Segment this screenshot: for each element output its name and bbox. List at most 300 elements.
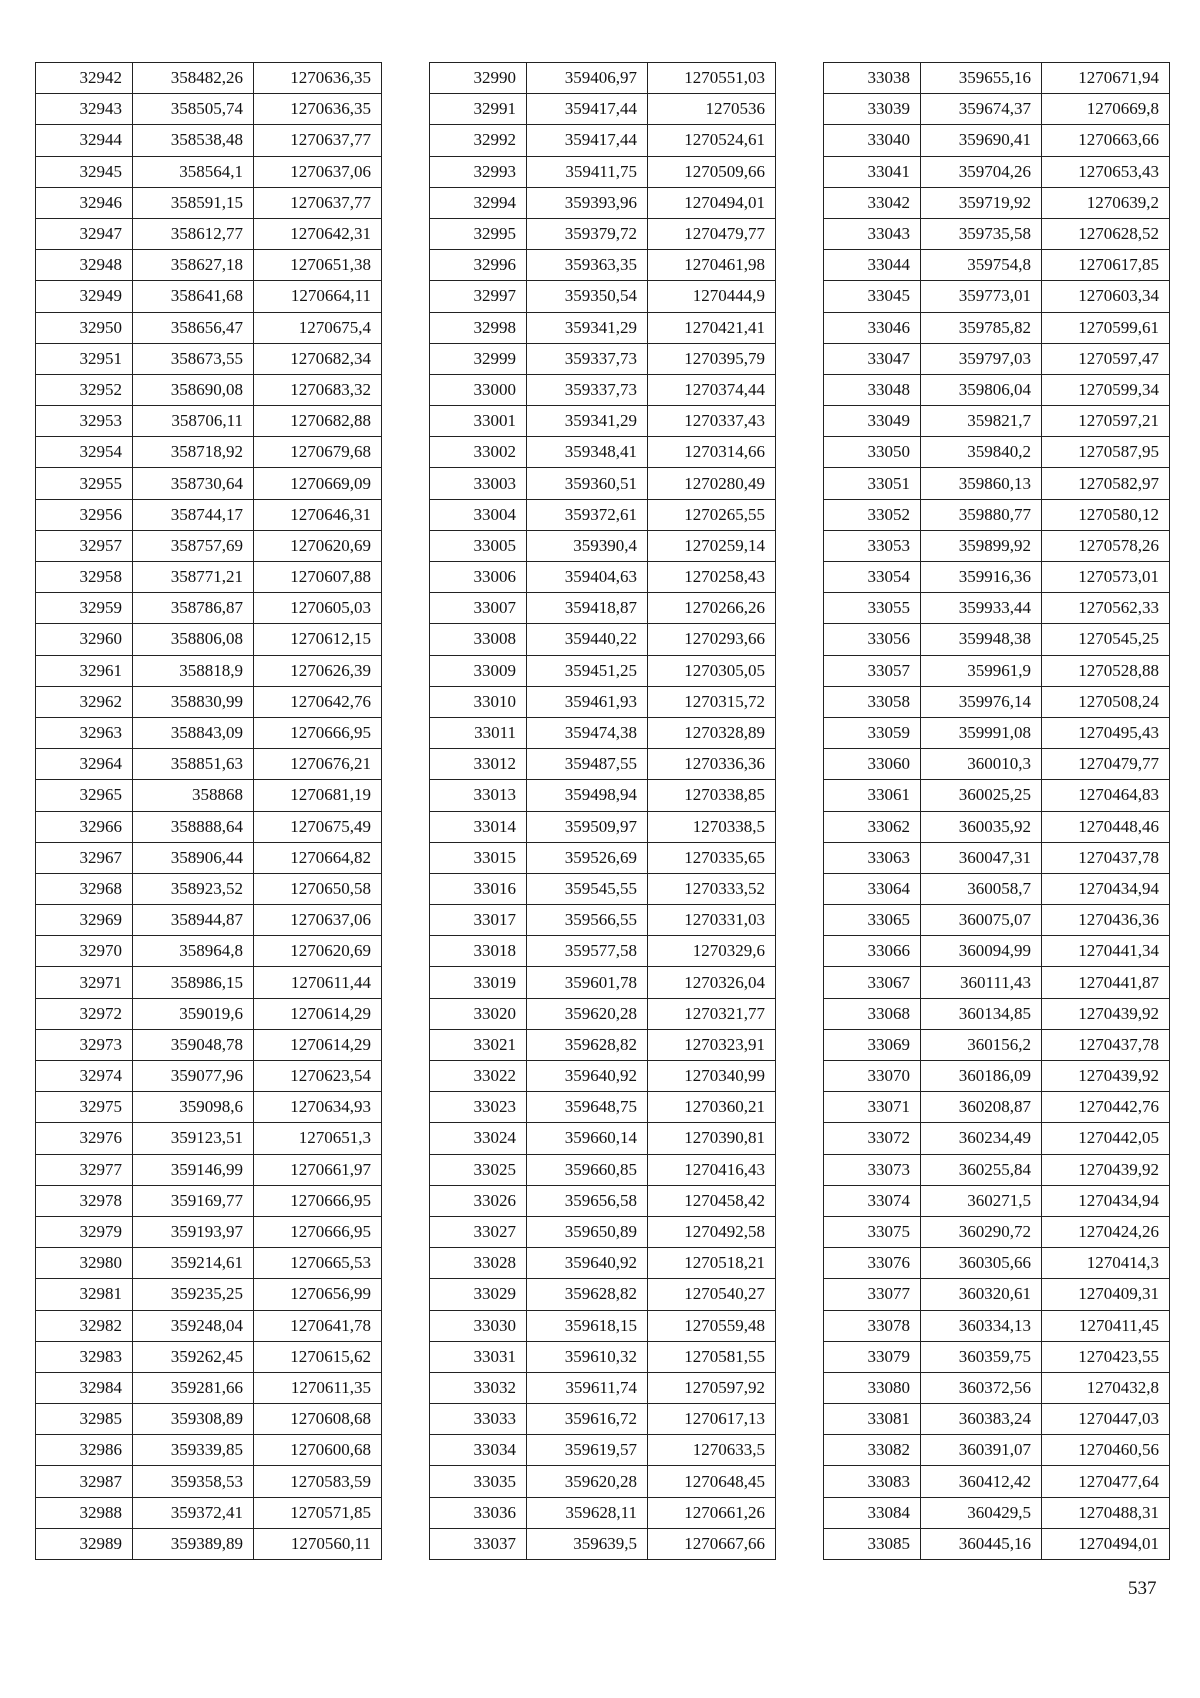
point-id-cell: 32995 (430, 218, 527, 249)
point-id-cell: 33049 (824, 406, 921, 437)
point-id-cell: 32983 (36, 1341, 133, 1372)
y-coordinate-cell: 1270580,12 (1042, 499, 1170, 530)
y-coordinate-cell: 1270411,45 (1042, 1310, 1170, 1341)
table-row (824, 1029, 1170, 1060)
table-row (430, 1341, 776, 1372)
y-coordinate-cell: 1270340,99 (648, 1061, 776, 1092)
table-row (36, 343, 382, 374)
point-id-cell: 32969 (36, 905, 133, 936)
table-row (36, 717, 382, 748)
point-id-cell: 32979 (36, 1216, 133, 1247)
table-row (824, 1092, 1170, 1123)
point-id-cell: 33015 (430, 842, 527, 873)
x-coordinate-cell: 359620,28 (527, 998, 648, 1029)
table-row (824, 281, 1170, 312)
point-id-cell: 33082 (824, 1435, 921, 1466)
point-id-cell: 32970 (36, 936, 133, 967)
x-coordinate-cell: 359640,92 (527, 1061, 648, 1092)
x-coordinate-cell: 359098,6 (133, 1092, 254, 1123)
x-coordinate-cell: 359146,99 (133, 1154, 254, 1185)
y-coordinate-cell: 1270437,78 (1042, 1029, 1170, 1060)
x-coordinate-cell: 359916,36 (921, 562, 1042, 593)
point-id-cell: 32962 (36, 686, 133, 717)
x-coordinate-cell: 359363,35 (527, 250, 648, 281)
table-row (430, 218, 776, 249)
table-row (36, 780, 382, 811)
point-id-cell: 32981 (36, 1279, 133, 1310)
table-row (824, 1372, 1170, 1403)
x-coordinate-cell: 359690,41 (921, 125, 1042, 156)
y-coordinate-cell: 1270623,54 (254, 1061, 382, 1092)
y-coordinate-cell: 1270637,06 (254, 905, 382, 936)
y-coordinate-cell: 1270603,34 (1042, 281, 1170, 312)
table-row (36, 1466, 382, 1497)
point-id-cell: 32976 (36, 1123, 133, 1154)
x-coordinate-cell: 359611,74 (527, 1372, 648, 1403)
point-id-cell: 33030 (430, 1310, 527, 1341)
point-id-cell: 33010 (430, 686, 527, 717)
table-row (430, 655, 776, 686)
y-coordinate-cell: 1270633,5 (648, 1435, 776, 1466)
table-row (36, 593, 382, 624)
x-coordinate-cell: 358591,15 (133, 187, 254, 218)
point-id-cell: 32988 (36, 1497, 133, 1528)
x-coordinate-cell: 359735,58 (921, 218, 1042, 249)
y-coordinate-cell: 1270447,03 (1042, 1404, 1170, 1435)
point-id-cell: 33033 (430, 1404, 527, 1435)
x-coordinate-cell: 359976,14 (921, 686, 1042, 717)
x-coordinate-cell: 359650,89 (527, 1216, 648, 1247)
table-row (36, 312, 382, 343)
y-coordinate-cell: 1270477,64 (1042, 1466, 1170, 1497)
x-coordinate-cell: 358964,8 (133, 936, 254, 967)
x-coordinate-cell: 359899,92 (921, 530, 1042, 561)
point-id-cell: 33063 (824, 842, 921, 873)
table-row (36, 468, 382, 499)
y-coordinate-cell: 1270545,25 (1042, 624, 1170, 655)
table-row (824, 1154, 1170, 1185)
y-coordinate-cell: 1270634,93 (254, 1092, 382, 1123)
x-coordinate-cell: 360383,24 (921, 1404, 1042, 1435)
point-id-cell: 33052 (824, 499, 921, 530)
y-coordinate-cell: 1270436,36 (1042, 905, 1170, 936)
table-row (824, 780, 1170, 811)
y-coordinate-cell: 1270651,3 (254, 1123, 382, 1154)
x-coordinate-cell: 359048,78 (133, 1029, 254, 1060)
y-coordinate-cell: 1270628,52 (1042, 218, 1170, 249)
y-coordinate-cell: 1270597,47 (1042, 343, 1170, 374)
y-coordinate-cell: 1270620,69 (254, 936, 382, 967)
y-coordinate-cell: 1270667,66 (648, 1528, 776, 1559)
y-coordinate-cell: 1270599,34 (1042, 374, 1170, 405)
point-id-cell: 33046 (824, 312, 921, 343)
x-coordinate-cell: 359451,25 (527, 655, 648, 686)
point-id-cell: 33006 (430, 562, 527, 593)
point-id-cell: 32956 (36, 499, 133, 530)
y-coordinate-cell: 1270338,5 (648, 811, 776, 842)
y-coordinate-cell: 1270636,35 (254, 94, 382, 125)
x-coordinate-cell: 359610,32 (527, 1341, 648, 1372)
table-row (36, 562, 382, 593)
table-row (36, 1061, 382, 1092)
table-row (824, 1497, 1170, 1528)
point-id-cell: 33008 (430, 624, 527, 655)
point-id-cell: 32998 (430, 312, 527, 343)
x-coordinate-cell: 359077,96 (133, 1061, 254, 1092)
coordinates-table-1 (35, 62, 382, 1560)
table-row (430, 281, 776, 312)
y-coordinate-cell: 1270650,58 (254, 873, 382, 904)
point-id-cell: 32968 (36, 873, 133, 904)
y-coordinate-cell: 1270335,65 (648, 842, 776, 873)
table-row (36, 1185, 382, 1216)
table-row (36, 1123, 382, 1154)
y-coordinate-cell: 1270675,4 (254, 312, 382, 343)
y-coordinate-cell: 1270414,3 (1042, 1248, 1170, 1279)
table-row (824, 624, 1170, 655)
x-coordinate-cell: 358771,21 (133, 562, 254, 593)
x-coordinate-cell: 358673,55 (133, 343, 254, 374)
x-coordinate-cell: 358718,92 (133, 437, 254, 468)
x-coordinate-cell: 360412,42 (921, 1466, 1042, 1497)
y-coordinate-cell: 1270587,95 (1042, 437, 1170, 468)
x-coordinate-cell: 359948,38 (921, 624, 1042, 655)
point-id-cell: 33012 (430, 749, 527, 780)
table-row (36, 1341, 382, 1372)
point-id-cell: 33059 (824, 717, 921, 748)
point-id-cell: 33017 (430, 905, 527, 936)
table-row (430, 1061, 776, 1092)
point-id-cell: 33002 (430, 437, 527, 468)
table-row (36, 1404, 382, 1435)
point-id-cell: 33069 (824, 1029, 921, 1060)
x-coordinate-cell: 358627,18 (133, 250, 254, 281)
point-id-cell: 32980 (36, 1248, 133, 1279)
y-coordinate-cell: 1270597,92 (648, 1372, 776, 1403)
point-id-cell: 33037 (430, 1528, 527, 1559)
y-coordinate-cell: 1270441,87 (1042, 967, 1170, 998)
point-id-cell: 33022 (430, 1061, 527, 1092)
point-id-cell: 33064 (824, 873, 921, 904)
point-id-cell: 33032 (430, 1372, 527, 1403)
table-row (824, 873, 1170, 904)
point-id-cell: 33077 (824, 1279, 921, 1310)
table-row (36, 156, 382, 187)
table-row (430, 842, 776, 873)
table-row (430, 717, 776, 748)
y-coordinate-cell: 1270329,6 (648, 936, 776, 967)
y-coordinate-cell: 1270656,99 (254, 1279, 382, 1310)
y-coordinate-cell: 1270665,53 (254, 1248, 382, 1279)
table-row (824, 593, 1170, 624)
x-coordinate-cell: 358564,1 (133, 156, 254, 187)
table-row (36, 187, 382, 218)
y-coordinate-cell: 1270581,55 (648, 1341, 776, 1372)
y-coordinate-cell: 1270315,72 (648, 686, 776, 717)
y-coordinate-cell: 1270637,06 (254, 156, 382, 187)
point-id-cell: 33020 (430, 998, 527, 1029)
table-row (36, 1248, 382, 1279)
x-coordinate-cell: 360010,3 (921, 749, 1042, 780)
y-coordinate-cell: 1270314,66 (648, 437, 776, 468)
point-id-cell: 32993 (430, 156, 527, 187)
table-row (430, 967, 776, 998)
table-row (824, 1466, 1170, 1497)
y-coordinate-cell: 1270458,42 (648, 1185, 776, 1216)
table-row (430, 1092, 776, 1123)
x-coordinate-cell: 360391,07 (921, 1435, 1042, 1466)
table-row (430, 749, 776, 780)
point-id-cell: 32978 (36, 1185, 133, 1216)
point-id-cell: 32949 (36, 281, 133, 312)
x-coordinate-cell: 359719,92 (921, 187, 1042, 218)
y-coordinate-cell: 1270626,39 (254, 655, 382, 686)
point-id-cell: 33085 (824, 1528, 921, 1559)
x-coordinate-cell: 359566,55 (527, 905, 648, 936)
x-coordinate-cell: 359628,82 (527, 1029, 648, 1060)
table-row (824, 156, 1170, 187)
y-coordinate-cell: 1270636,35 (254, 63, 382, 94)
y-coordinate-cell: 1270464,83 (1042, 780, 1170, 811)
table-row (824, 998, 1170, 1029)
table-row (36, 437, 382, 468)
y-coordinate-cell: 1270439,92 (1042, 1154, 1170, 1185)
point-id-cell: 32971 (36, 967, 133, 998)
y-coordinate-cell: 1270679,68 (254, 437, 382, 468)
y-coordinate-cell: 1270432,8 (1042, 1372, 1170, 1403)
table-row (430, 1216, 776, 1247)
y-coordinate-cell: 1270597,21 (1042, 406, 1170, 437)
table-row (824, 125, 1170, 156)
x-coordinate-cell: 358706,11 (133, 406, 254, 437)
x-coordinate-cell: 359785,82 (921, 312, 1042, 343)
point-id-cell: 33061 (824, 780, 921, 811)
point-id-cell: 32952 (36, 374, 133, 405)
table-row (824, 187, 1170, 218)
point-id-cell: 32996 (430, 250, 527, 281)
y-coordinate-cell: 1270682,34 (254, 343, 382, 374)
table-row (430, 499, 776, 530)
x-coordinate-cell: 360075,07 (921, 905, 1042, 936)
x-coordinate-cell: 359440,22 (527, 624, 648, 655)
y-coordinate-cell: 1270479,77 (1042, 749, 1170, 780)
x-coordinate-cell: 359350,54 (527, 281, 648, 312)
x-coordinate-cell: 358656,47 (133, 312, 254, 343)
table-row (430, 811, 776, 842)
point-id-cell: 33070 (824, 1061, 921, 1092)
table-row (36, 967, 382, 998)
x-coordinate-cell: 359341,29 (527, 406, 648, 437)
x-coordinate-cell: 360047,31 (921, 842, 1042, 873)
table-row (824, 1279, 1170, 1310)
x-coordinate-cell: 359248,04 (133, 1310, 254, 1341)
y-coordinate-cell: 1270612,15 (254, 624, 382, 655)
table-row (824, 749, 1170, 780)
table-row (36, 655, 382, 686)
x-coordinate-cell: 359640,92 (527, 1248, 648, 1279)
table-row (430, 343, 776, 374)
table-row (824, 936, 1170, 967)
y-coordinate-cell: 1270583,59 (254, 1466, 382, 1497)
y-coordinate-cell: 1270305,05 (648, 655, 776, 686)
point-id-cell: 33071 (824, 1092, 921, 1123)
table-row (430, 1497, 776, 1528)
y-coordinate-cell: 1270518,21 (648, 1248, 776, 1279)
table-row (36, 1528, 382, 1559)
point-id-cell: 33027 (430, 1216, 527, 1247)
table-row (430, 593, 776, 624)
point-id-cell: 33029 (430, 1279, 527, 1310)
y-coordinate-cell: 1270605,03 (254, 593, 382, 624)
table-row (430, 1528, 776, 1559)
x-coordinate-cell: 359418,87 (527, 593, 648, 624)
table-row (36, 63, 382, 94)
point-id-cell: 32961 (36, 655, 133, 686)
table-row (36, 624, 382, 655)
x-coordinate-cell: 359262,45 (133, 1341, 254, 1372)
x-coordinate-cell: 359704,26 (921, 156, 1042, 187)
y-coordinate-cell: 1270421,41 (648, 312, 776, 343)
table-row (36, 873, 382, 904)
point-id-cell: 33018 (430, 936, 527, 967)
point-id-cell: 33072 (824, 1123, 921, 1154)
x-coordinate-cell: 359417,44 (527, 94, 648, 125)
point-id-cell: 33021 (430, 1029, 527, 1060)
table-row (824, 967, 1170, 998)
point-id-cell: 33053 (824, 530, 921, 561)
y-coordinate-cell: 1270614,29 (254, 998, 382, 1029)
x-coordinate-cell: 360271,5 (921, 1185, 1042, 1216)
x-coordinate-cell: 359123,51 (133, 1123, 254, 1154)
x-coordinate-cell: 358888,64 (133, 811, 254, 842)
point-id-cell: 32955 (36, 468, 133, 499)
table-row (824, 1248, 1170, 1279)
y-coordinate-cell: 1270669,8 (1042, 94, 1170, 125)
x-coordinate-cell: 358851,63 (133, 749, 254, 780)
point-id-cell: 32948 (36, 250, 133, 281)
y-coordinate-cell: 1270642,31 (254, 218, 382, 249)
x-coordinate-cell: 358923,52 (133, 873, 254, 904)
table-row (36, 406, 382, 437)
table-row (430, 1185, 776, 1216)
y-coordinate-cell: 1270559,48 (648, 1310, 776, 1341)
table-row (430, 187, 776, 218)
x-coordinate-cell: 358744,17 (133, 499, 254, 530)
x-coordinate-cell: 359797,03 (921, 343, 1042, 374)
y-coordinate-cell: 1270374,44 (648, 374, 776, 405)
x-coordinate-cell: 360186,09 (921, 1061, 1042, 1092)
point-id-cell: 33036 (430, 1497, 527, 1528)
point-id-cell: 33045 (824, 281, 921, 312)
table-row (430, 406, 776, 437)
table-row (824, 1216, 1170, 1247)
y-coordinate-cell: 1270409,31 (1042, 1279, 1170, 1310)
point-id-cell: 32974 (36, 1061, 133, 1092)
point-id-cell: 32957 (36, 530, 133, 561)
y-coordinate-cell: 1270293,66 (648, 624, 776, 655)
y-coordinate-cell: 1270599,61 (1042, 312, 1170, 343)
y-coordinate-cell: 1270681,19 (254, 780, 382, 811)
x-coordinate-cell: 360372,56 (921, 1372, 1042, 1403)
table-row (824, 655, 1170, 686)
point-id-cell: 33034 (430, 1435, 527, 1466)
y-coordinate-cell: 1270441,34 (1042, 936, 1170, 967)
point-id-cell: 32984 (36, 1372, 133, 1403)
point-id-cell: 33058 (824, 686, 921, 717)
point-id-cell: 33043 (824, 218, 921, 249)
x-coordinate-cell: 360290,72 (921, 1216, 1042, 1247)
point-id-cell: 33025 (430, 1154, 527, 1185)
y-coordinate-cell: 1270488,31 (1042, 1497, 1170, 1528)
x-coordinate-cell: 359193,97 (133, 1216, 254, 1247)
x-coordinate-cell: 359341,29 (527, 312, 648, 343)
table-row (430, 936, 776, 967)
table-row (430, 468, 776, 499)
table-row (430, 780, 776, 811)
x-coordinate-cell: 359616,72 (527, 1404, 648, 1435)
table-row (824, 406, 1170, 437)
x-coordinate-cell: 359655,16 (921, 63, 1042, 94)
x-coordinate-cell: 359806,04 (921, 374, 1042, 405)
point-id-cell: 32954 (36, 437, 133, 468)
point-id-cell: 33080 (824, 1372, 921, 1403)
x-coordinate-cell: 359860,13 (921, 468, 1042, 499)
y-coordinate-cell: 1270390,81 (648, 1123, 776, 1154)
y-coordinate-cell: 1270416,43 (648, 1154, 776, 1185)
y-coordinate-cell: 1270338,85 (648, 780, 776, 811)
table-row (824, 1528, 1170, 1559)
x-coordinate-cell: 359417,44 (527, 125, 648, 156)
table-row (36, 374, 382, 405)
point-id-cell: 32963 (36, 717, 133, 748)
table-row (824, 686, 1170, 717)
point-id-cell: 32950 (36, 312, 133, 343)
table-row (824, 562, 1170, 593)
table-row (36, 811, 382, 842)
point-id-cell: 33083 (824, 1466, 921, 1497)
x-coordinate-cell: 359372,61 (527, 499, 648, 530)
y-coordinate-cell: 1270676,21 (254, 749, 382, 780)
point-id-cell: 33066 (824, 936, 921, 967)
x-coordinate-cell: 358830,99 (133, 686, 254, 717)
x-coordinate-cell: 359821,7 (921, 406, 1042, 437)
y-coordinate-cell: 1270461,98 (648, 250, 776, 281)
point-id-cell: 32966 (36, 811, 133, 842)
point-id-cell: 33038 (824, 63, 921, 94)
x-coordinate-cell: 359337,73 (527, 343, 648, 374)
point-id-cell: 33011 (430, 717, 527, 748)
table-row (430, 374, 776, 405)
table-row (824, 343, 1170, 374)
x-coordinate-cell: 359526,69 (527, 842, 648, 873)
point-id-cell: 33079 (824, 1341, 921, 1372)
y-coordinate-cell: 1270326,04 (648, 967, 776, 998)
point-id-cell: 33065 (824, 905, 921, 936)
y-coordinate-cell: 1270536 (648, 94, 776, 125)
table-row (430, 562, 776, 593)
table-row (430, 94, 776, 125)
x-coordinate-cell: 360058,7 (921, 873, 1042, 904)
table-row (824, 1310, 1170, 1341)
point-id-cell: 33057 (824, 655, 921, 686)
point-id-cell: 33003 (430, 468, 527, 499)
y-coordinate-cell: 1270641,78 (254, 1310, 382, 1341)
point-id-cell: 33054 (824, 562, 921, 593)
y-coordinate-cell: 1270328,89 (648, 717, 776, 748)
x-coordinate-cell: 359628,11 (527, 1497, 648, 1528)
table-row (430, 1029, 776, 1060)
x-coordinate-cell: 360111,43 (921, 967, 1042, 998)
